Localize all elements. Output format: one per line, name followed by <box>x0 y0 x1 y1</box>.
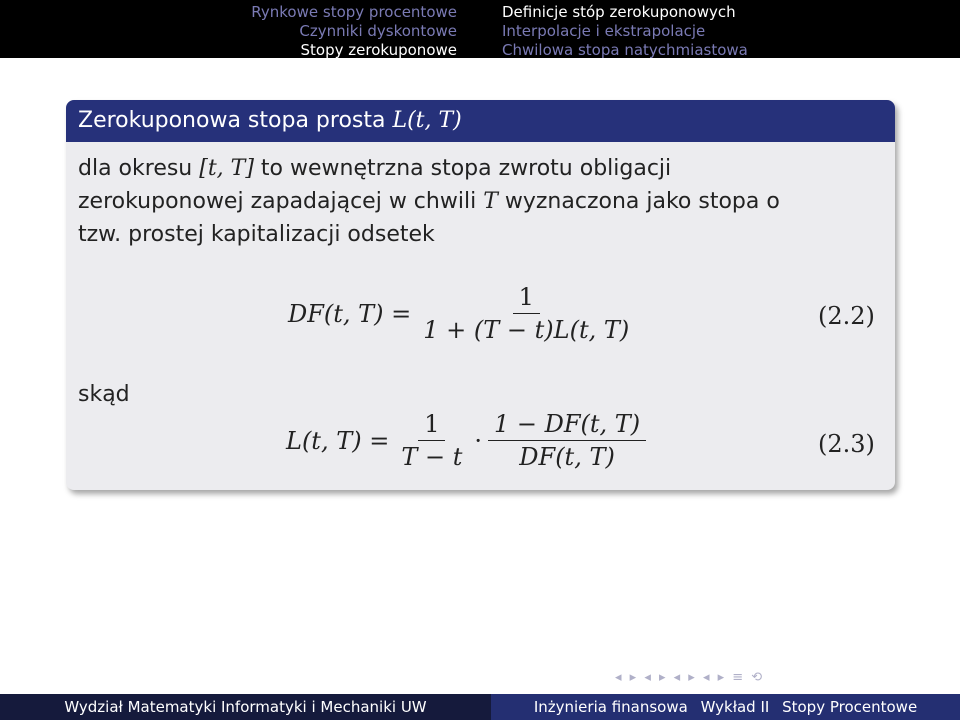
equation-number-2-3: (2.3) <box>818 430 875 458</box>
equation-2-3 <box>286 410 652 471</box>
header-section-1[interactable]: Rynkowe stopy procentowe <box>251 3 457 21</box>
line2-text-a: zerokuponowej zapadającej w chwili <box>78 189 484 214</box>
header-subsection-2[interactable]: Interpolacje i ekstrapolacje <box>502 22 706 40</box>
eq2-f2-denominator: DF(t, T) <box>519 443 615 471</box>
eq2-fraction-1 <box>395 410 468 471</box>
header-subsections <box>502 3 748 60</box>
footer-lecture: Wykład II <box>700 698 770 716</box>
footer-course-info <box>491 694 960 720</box>
slide-footer <box>0 694 960 720</box>
eq2-f1-numerator: 1 <box>418 410 445 441</box>
eq2-f2-numerator: 1 − DF(t, T) <box>488 410 646 441</box>
header-subsection-1-active[interactable]: Definicje stóp zerokuponowych <box>502 3 736 21</box>
eq2-dot: · <box>474 426 482 455</box>
header-section-2[interactable]: Czynniki dyskontowe <box>299 22 457 40</box>
eq2-fraction-2 <box>488 410 646 471</box>
equation-2-2 <box>288 283 641 344</box>
header-subsection-3[interactable]: Chwilowa stopa natychmiastowa <box>502 41 748 59</box>
block-title-text: Zerokuponowa stopa prosta <box>78 108 393 133</box>
slide-header <box>0 0 960 58</box>
line2-text-b: wyznaczona jako stopa o <box>497 189 780 214</box>
footer-course: Inżynieria finansowa <box>533 698 688 716</box>
beamer-navigation-icons[interactable]: ◂ ▸ ◂ ▸ ◂ ▸ ◂ ▸ ≡ ⟲ <box>615 670 765 685</box>
eq1-lhs: DF(t, T) = <box>288 299 412 328</box>
eq1-numerator: 1 <box>513 283 540 314</box>
definition-text <box>78 152 878 251</box>
definition-line-3: tzw. prostej kapitalizacji odsetek <box>78 222 435 247</box>
line1-math: [t, T] <box>199 156 254 181</box>
equation-number-2-2: (2.2) <box>818 302 875 330</box>
header-section-3-active[interactable]: Stopy zerokuponowe <box>300 41 457 59</box>
block-title <box>66 100 895 142</box>
footer-topic: Stopy Procentowe <box>782 698 918 716</box>
line1-text-a: dla okresu <box>78 156 200 181</box>
skad-word: skąd <box>78 382 130 407</box>
eq1-denominator: 1 + (T − t)L(t, T) <box>423 316 630 344</box>
header-sections <box>251 3 457 60</box>
block-title-math: L(t, T) <box>392 108 462 133</box>
definition-line-2 <box>78 185 878 218</box>
definition-line-1 <box>78 152 878 185</box>
eq2-f1-denominator: T − t <box>401 443 463 471</box>
eq2-lhs: L(t, T) = <box>286 426 390 455</box>
footer-institution: Wydział Matematyki Informatyki i Mechaniki UW <box>0 694 491 720</box>
eq1-fraction <box>417 283 635 344</box>
line1-text-b: to wewnętrzna stopa zwrotu obligacji <box>253 156 672 181</box>
definition-block <box>66 100 895 490</box>
line2-math: T <box>483 189 498 214</box>
